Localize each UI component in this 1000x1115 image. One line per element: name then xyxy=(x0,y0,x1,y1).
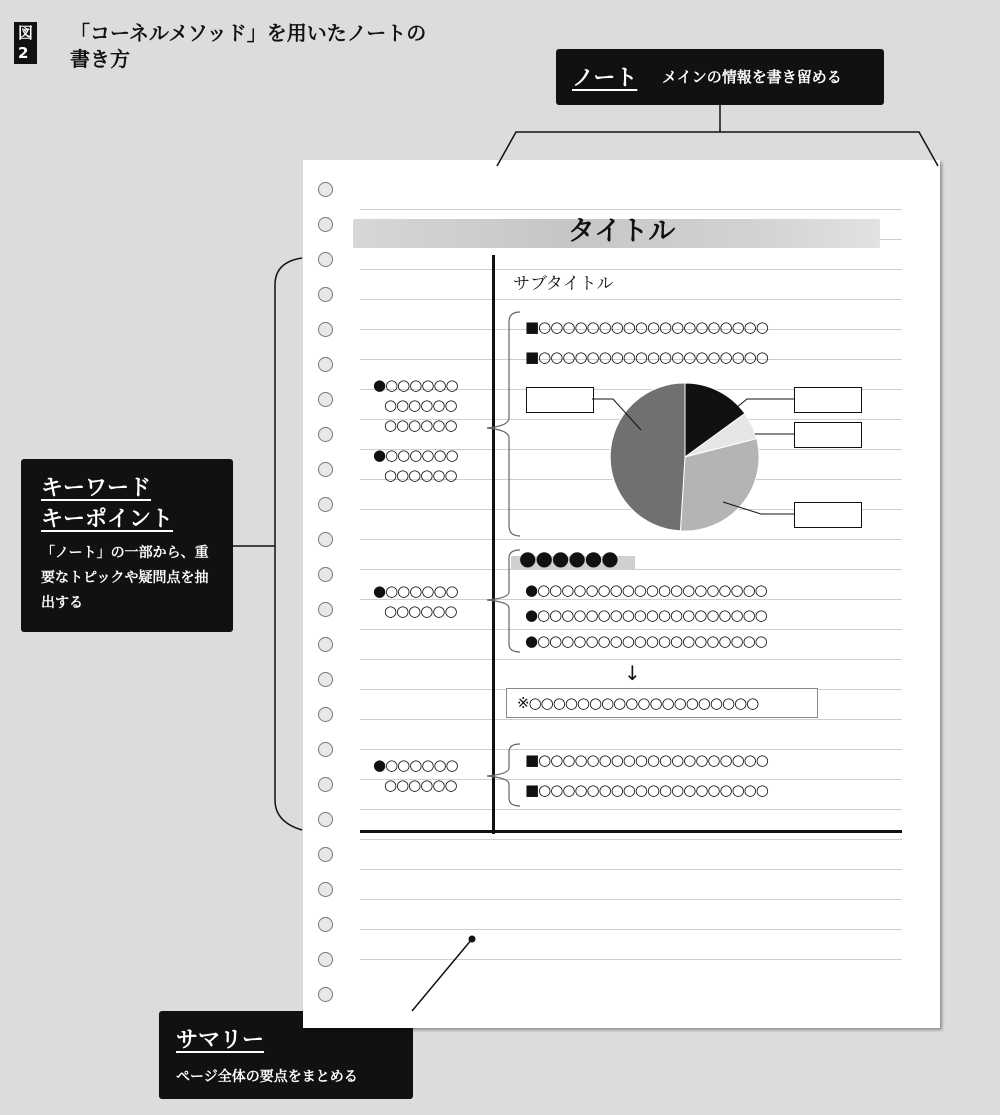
down-arrow-icon: ↓ xyxy=(624,661,641,685)
cue-line: ●○○○○○○ xyxy=(373,376,458,394)
note-line: ■○○○○○○○○○○○○○○○○○○○ xyxy=(525,781,768,799)
bullet-line: ●○○○○○○○○○○○○○○○○○○○ xyxy=(525,632,767,650)
dots-heading: ●●●●●● xyxy=(519,546,618,570)
note-remark-text: ※○○○○○○○○○○○○○○○○○○○ xyxy=(517,694,759,712)
summary-connector xyxy=(412,939,472,1011)
cue-line: ○○○○○○ xyxy=(384,466,457,484)
summary-callout-title: サマリー xyxy=(176,1028,265,1053)
figure-number-badge: 図2 xyxy=(14,22,37,64)
cue-line: ○○○○○○ xyxy=(384,602,457,620)
bullet-line: ●○○○○○○○○○○○○○○○○○○○ xyxy=(525,581,767,599)
cue-line: ●○○○○○○ xyxy=(373,446,458,464)
note-line: ■○○○○○○○○○○○○○○○○○○○ xyxy=(525,348,768,366)
cue-line: ○○○○○○ xyxy=(384,396,457,414)
cue-line: ●○○○○○○ xyxy=(373,582,458,600)
bullet-line: ●○○○○○○○○○○○○○○○○○○○ xyxy=(525,606,767,624)
note-bracket xyxy=(497,132,938,166)
figure-title: 「コーネルメソッド」を用いたノートの書き方 xyxy=(70,21,427,71)
note-callout-title: ノート xyxy=(572,66,638,91)
cue-line: ○○○○○○ xyxy=(384,416,457,434)
keyword-callout-title-line2: キーポイント xyxy=(41,507,174,532)
summary-callout-description: ページ全体の要点をまとめる xyxy=(176,1069,358,1085)
keyword-bracket xyxy=(275,258,302,830)
cue-line: ○○○○○○ xyxy=(384,776,457,794)
keyword-callout-description: 「ノート」の一部から、重要なトピックや疑問点を抽出する xyxy=(41,545,209,611)
summary-point xyxy=(469,936,476,943)
cue-line: ●○○○○○○ xyxy=(373,756,458,774)
note-callout-description: メインの情報を書き留める xyxy=(662,68,842,86)
keyword-callout-title-line1: キーワード xyxy=(41,476,152,501)
notebook-subtitle: サブタイトル xyxy=(513,274,614,294)
notebook-title: タイトル xyxy=(567,216,676,247)
note-line: ■○○○○○○○○○○○○○○○○○○○ xyxy=(525,751,768,769)
note-line: ■○○○○○○○○○○○○○○○○○○○ xyxy=(525,318,768,336)
